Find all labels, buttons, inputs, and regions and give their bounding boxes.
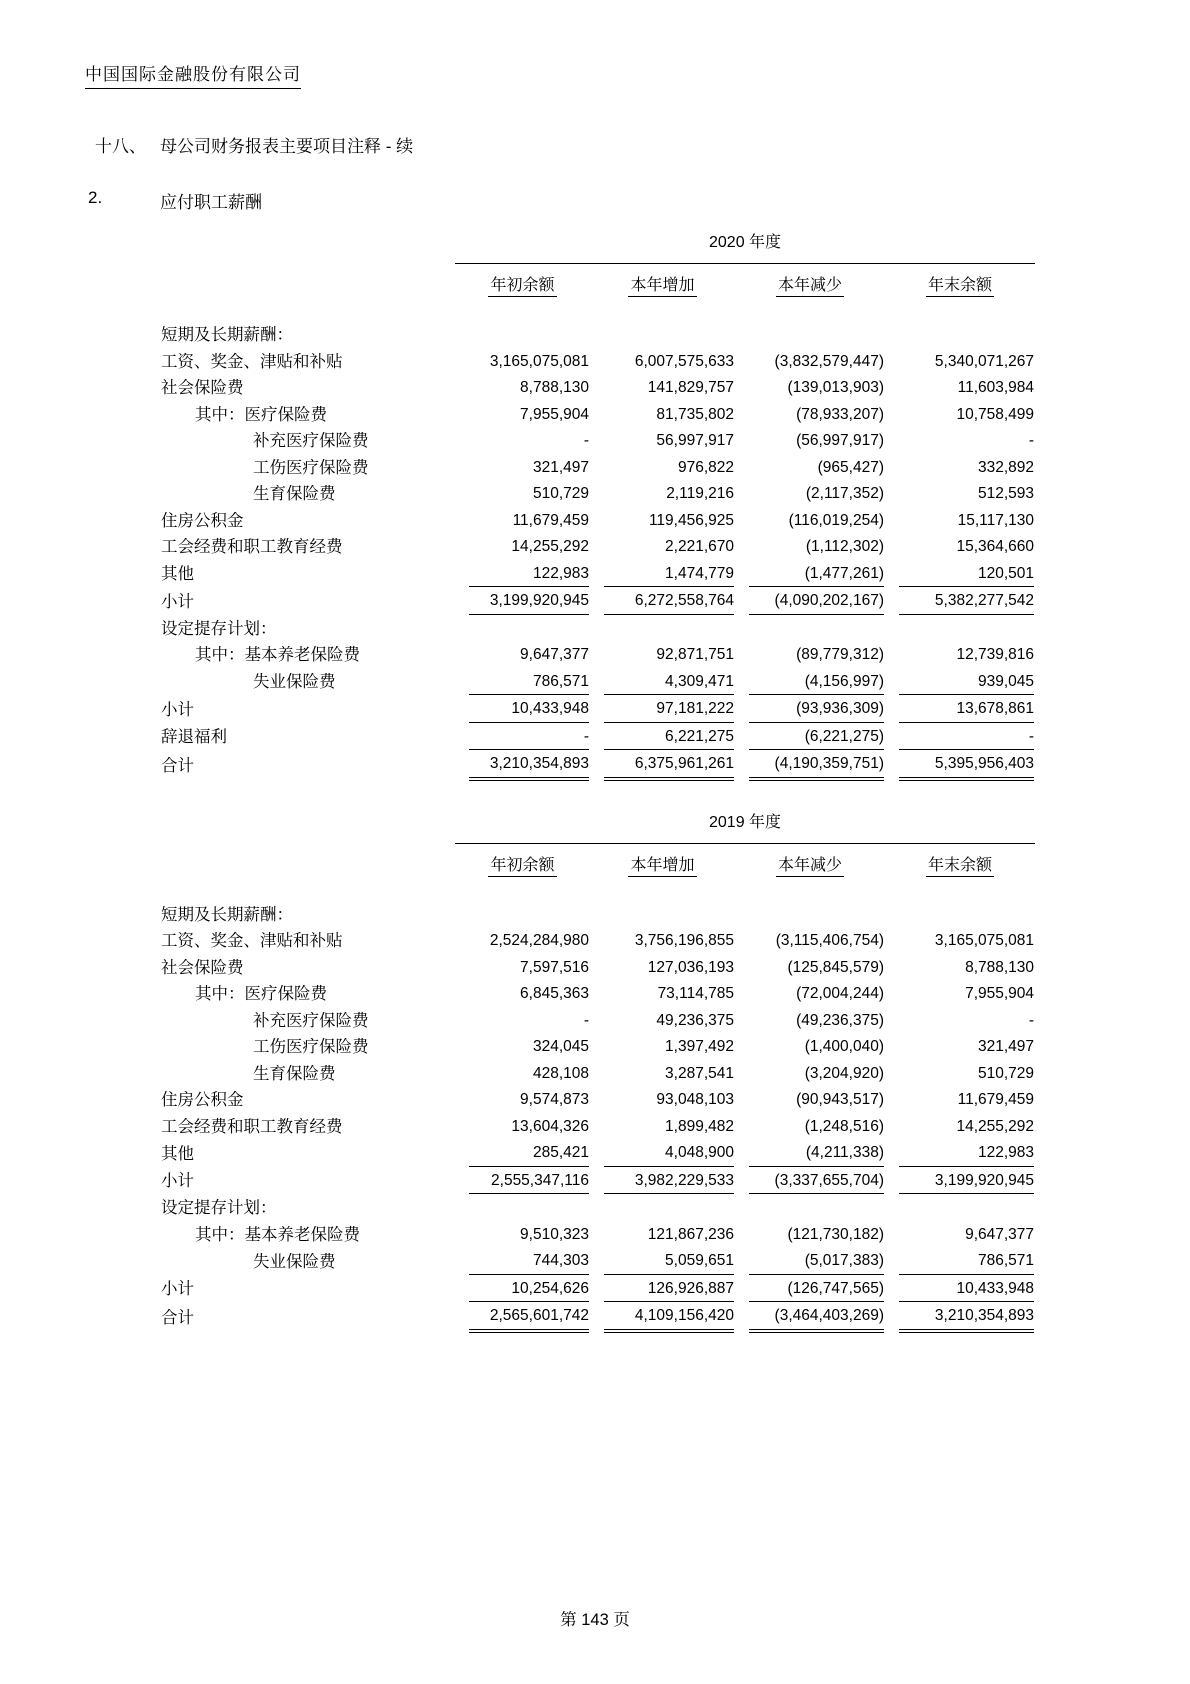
cell-value: (139,013,903) <box>787 379 884 396</box>
cell-value: 15,364,660 <box>956 538 1035 555</box>
cell-value <box>469 323 589 348</box>
cell-value: (4,211,338) <box>749 1141 884 1167</box>
cell-value: 5,395,956,403 <box>899 752 1034 781</box>
cell-value: 13,604,326 <box>511 1117 589 1135</box>
cell-value <box>899 323 1034 348</box>
row-label: 短期及长期薪酬： <box>161 905 293 924</box>
cell-value: 7,955,904 <box>520 405 589 423</box>
column-header <box>590 843 735 878</box>
tables-container <box>160 228 1040 1334</box>
cell-value: 8,788,130 <box>965 958 1035 976</box>
row-label: 生育保险费 <box>253 485 336 503</box>
table-row <box>160 561 1035 589</box>
cell-value: 5,340,071,267 <box>934 352 1035 370</box>
column-header-label: 年末余额 <box>926 277 994 297</box>
cell-value: 786,571 <box>469 670 589 696</box>
row-label: 工伤医疗保险费 <box>253 458 369 477</box>
cell-value: 120,501 <box>899 562 1034 588</box>
row-label: 住房公积金 <box>161 1091 244 1109</box>
cell-value: - <box>1028 432 1035 449</box>
table-row <box>160 1303 1035 1334</box>
table-row <box>160 1008 1035 1035</box>
cell-value: 121,867,236 <box>647 1225 734 1243</box>
cell-value: 6,845,363 <box>520 985 589 1002</box>
table-row <box>160 616 1035 643</box>
table-row <box>160 1061 1035 1088</box>
cell-value: (93,936,309) <box>749 697 884 723</box>
cell-value: 9,510,323 <box>520 1225 589 1243</box>
cell-value: 1,474,779 <box>604 562 734 588</box>
row-label: 失业保险费 <box>253 673 336 691</box>
column-header <box>455 264 590 299</box>
year-label: 2019 年度 <box>455 808 1035 844</box>
spacer-row <box>160 878 1035 902</box>
cell-value: 976,822 <box>677 458 734 476</box>
row-label: 社会保险费 <box>161 958 244 977</box>
table-row <box>160 1140 1035 1168</box>
cell-value: 2,565,601,742 <box>469 1304 589 1333</box>
row-label: 生育保险费 <box>253 1064 336 1083</box>
column-header <box>590 264 735 299</box>
cell-value: (116,019,254) <box>788 511 884 529</box>
cell-value <box>899 903 1034 928</box>
year-header-row <box>160 808 1035 844</box>
cell-value: 10,254,626 <box>469 1277 589 1303</box>
cell-value: 321,497 <box>532 458 589 476</box>
column-header-label: 年末余额 <box>926 857 994 877</box>
table-row <box>160 1114 1035 1141</box>
cell-value: 510,729 <box>978 1064 1035 1082</box>
year-label: 2020 年度 <box>455 228 1035 264</box>
table-row <box>160 724 1035 752</box>
row-label: 合计 <box>161 757 194 775</box>
cell-value <box>899 1196 1034 1221</box>
cell-value: (90,943,517) <box>796 1091 884 1108</box>
cell-value: (89,779,312) <box>796 646 884 663</box>
cell-value: (56,997,917) <box>796 432 884 449</box>
table-row <box>160 322 1035 349</box>
cell-value <box>899 617 1034 642</box>
cell-value: 6,272,558,764 <box>604 589 734 615</box>
page-number: 第 143 页 <box>560 1611 630 1629</box>
column-header-label: 本年减少 <box>776 277 844 297</box>
cell-value: 10,433,948 <box>469 697 589 723</box>
table-row <box>160 696 1035 724</box>
column-header <box>885 843 1035 878</box>
cell-value: - <box>583 1011 589 1029</box>
cell-value: 3,199,920,945 <box>469 589 589 615</box>
table-row <box>160 375 1035 402</box>
column-header <box>735 843 885 878</box>
cell-value: 126,926,887 <box>604 1277 734 1303</box>
column-header-row <box>160 843 1035 878</box>
year-header-spacer <box>160 808 455 844</box>
table-row <box>160 928 1035 955</box>
cell-value: 321,497 <box>978 1038 1035 1055</box>
cell-value: (3,204,920) <box>804 1064 884 1082</box>
row-label: 工资、奖金、津贴和补贴 <box>161 352 343 371</box>
table-row <box>160 902 1035 929</box>
cell-value: 14,255,292 <box>956 1117 1035 1135</box>
cell-value: 2,221,670 <box>665 538 734 555</box>
cell-value: (4,090,202,167) <box>749 589 884 615</box>
cell-value: 6,007,575,633 <box>634 352 734 370</box>
cell-value: 5,382,277,542 <box>899 589 1034 615</box>
cell-value: 3,165,075,081 <box>934 932 1035 949</box>
cell-value: 1,899,482 <box>665 1117 734 1135</box>
cell-value <box>604 323 734 348</box>
row-label: 其他 <box>161 565 194 583</box>
cell-value: (121,730,182) <box>787 1225 884 1243</box>
table-row <box>160 455 1035 482</box>
item-number: 2. <box>88 188 103 207</box>
cell-value: 12,739,816 <box>956 646 1035 663</box>
cell-value: 122,983 <box>469 562 589 588</box>
row-label: 小计 <box>161 1280 194 1298</box>
cell-value <box>749 323 884 348</box>
cell-value: 119,456,925 <box>648 511 734 529</box>
table-row <box>160 1034 1035 1061</box>
cell-value: (3,115,406,754) <box>775 932 884 949</box>
cell-value: (1,112,302) <box>805 538 884 555</box>
cell-value: 939,045 <box>899 670 1034 696</box>
row-label: 工资、奖金、津贴和补贴 <box>161 932 343 950</box>
cell-value: 4,109,156,420 <box>604 1304 734 1333</box>
cell-value: 122,983 <box>899 1141 1034 1167</box>
column-header-spacer <box>160 264 455 299</box>
cell-value: 92,871,751 <box>656 646 734 663</box>
column-header <box>885 264 1035 299</box>
column-header-row <box>160 264 1035 299</box>
row-label: 小计 <box>161 592 194 611</box>
cell-value: 11,679,459 <box>957 1091 1035 1108</box>
section-title: 母公司财务报表主要项目注释 - 续 <box>160 137 414 156</box>
table-row <box>160 1168 1035 1196</box>
cell-value: (5,017,383) <box>749 1249 884 1275</box>
cell-value <box>749 1196 884 1221</box>
cell-value: (125,845,579) <box>787 958 884 976</box>
cell-value <box>469 1196 589 1221</box>
cell-value: 3,210,354,893 <box>469 752 589 781</box>
column-header-label: 本年增加 <box>628 857 696 877</box>
table-row <box>160 1195 1035 1222</box>
cell-value: 3,199,920,945 <box>899 1169 1034 1195</box>
cell-value: 6,221,275 <box>604 725 734 751</box>
row-label: 短期及长期薪酬： <box>161 326 293 344</box>
cell-value: 9,574,873 <box>520 1091 589 1108</box>
cell-value: 49,236,375 <box>656 1011 734 1029</box>
row-label: 社会保险费 <box>161 379 244 397</box>
section-number: 十八、 <box>95 137 146 156</box>
row-label: 其中：医疗保险费 <box>195 985 327 1003</box>
cell-value: 1,397,492 <box>665 1038 734 1055</box>
table-row <box>160 428 1035 455</box>
table-row <box>160 1087 1035 1114</box>
cell-value: 93,048,103 <box>656 1091 734 1108</box>
cell-value: 10,433,948 <box>899 1277 1034 1303</box>
row-label: 补充医疗保险费 <box>253 1011 369 1030</box>
cell-value: 127,036,193 <box>647 958 734 976</box>
table-row <box>160 588 1035 616</box>
cell-value: 2,555,347,116 <box>469 1169 589 1195</box>
row-label: 小计 <box>161 700 194 719</box>
cell-value <box>604 1196 734 1221</box>
cell-value: (78,933,207) <box>796 405 884 423</box>
cell-value: 9,647,377 <box>520 646 589 663</box>
cell-value <box>469 617 589 642</box>
table-row <box>160 981 1035 1008</box>
row-label: 其中：医疗保险费 <box>195 405 327 424</box>
cell-value <box>749 903 884 928</box>
cell-value: 14,255,292 <box>511 538 589 555</box>
table-row <box>160 481 1035 508</box>
row-label: 工会经费和职工教育经费 <box>161 538 343 556</box>
cell-value: 4,048,900 <box>604 1141 734 1167</box>
cell-value <box>604 903 734 928</box>
cell-value: 285,421 <box>469 1141 589 1167</box>
cell-value: 11,603,984 <box>957 379 1035 396</box>
table-row <box>160 955 1035 982</box>
row-label: 工伤医疗保险费 <box>253 1038 369 1056</box>
cell-value: 3,756,196,855 <box>634 932 734 949</box>
cell-value: 6,375,961,261 <box>604 752 734 781</box>
column-header-label: 本年增加 <box>628 277 696 297</box>
row-label: 工会经费和职工教育经费 <box>161 1117 343 1136</box>
table-row <box>160 508 1035 535</box>
item-title: 应付职工薪酬 <box>160 193 262 212</box>
cell-value: 512,593 <box>978 485 1035 502</box>
year-header-row <box>160 228 1035 264</box>
cell-value: 2,119,216 <box>666 485 734 502</box>
cell-value: 7,597,516 <box>520 958 589 976</box>
year-header-spacer <box>160 228 455 264</box>
cell-value: 56,997,917 <box>656 432 734 449</box>
row-label: 失业保险费 <box>253 1252 336 1271</box>
cell-value: 332,892 <box>978 458 1035 476</box>
table-row <box>160 1248 1035 1276</box>
cell-value: 9,647,377 <box>965 1225 1035 1243</box>
cell-value: 7,955,904 <box>965 985 1035 1002</box>
cell-value: (1,400,040) <box>804 1038 884 1055</box>
cell-value: 3,210,354,893 <box>899 1304 1034 1333</box>
cell-value: 8,788,130 <box>520 379 589 396</box>
salary-table-2020 <box>160 228 1035 782</box>
cell-value: (1,477,261) <box>749 562 884 588</box>
row-label: 设定提存计划： <box>161 619 277 638</box>
cell-value: (126,747,565) <box>749 1277 884 1303</box>
cell-value: (3,832,579,447) <box>774 352 884 370</box>
cell-value: 5,059,651 <box>604 1249 734 1275</box>
table-row <box>160 1276 1035 1304</box>
cell-value: 11,679,459 <box>512 511 589 529</box>
cell-value: - <box>899 725 1034 751</box>
cell-value: 97,181,222 <box>604 697 734 723</box>
table-row <box>160 534 1035 561</box>
table-row <box>160 402 1035 429</box>
row-label: 补充医疗保险费 <box>253 432 369 450</box>
table-row <box>160 751 1035 782</box>
cell-value: 141,829,757 <box>647 379 734 396</box>
cell-value <box>469 903 589 928</box>
cell-value: (3,337,655,704) <box>749 1169 884 1195</box>
salary-table-2019 <box>160 808 1035 1334</box>
cell-value: (3,464,403,269) <box>749 1304 884 1333</box>
column-header-spacer <box>160 843 455 878</box>
cell-value: (2,117,352) <box>805 485 884 502</box>
cell-value <box>749 617 884 642</box>
cell-value: - <box>469 725 589 751</box>
row-label: 设定提存计划： <box>161 1199 277 1217</box>
column-header-label: 年初余额 <box>488 277 556 297</box>
cell-value: 2,524,284,980 <box>489 932 589 949</box>
cell-value: (6,221,275) <box>749 725 884 751</box>
cell-value: 3,165,075,081 <box>489 352 589 370</box>
cell-value: 510,729 <box>532 485 589 502</box>
cell-value: 324,045 <box>532 1038 589 1055</box>
cell-value: - <box>583 432 589 449</box>
cell-value: (4,190,359,751) <box>749 752 884 781</box>
row-label: 小计 <box>161 1172 194 1190</box>
row-label: 其中：基本养老保险费 <box>195 1225 360 1244</box>
column-header-label: 本年减少 <box>776 857 844 877</box>
company-name: 中国国际金融股份有限公司 <box>85 60 301 89</box>
table-row <box>160 642 1035 669</box>
row-label: 其他 <box>161 1144 194 1163</box>
table-row <box>160 349 1035 376</box>
cell-value: 15,117,130 <box>957 511 1035 529</box>
cell-value: (1,248,516) <box>804 1117 884 1135</box>
cell-value: - <box>1028 1011 1035 1029</box>
cell-value: 428,108 <box>532 1064 589 1082</box>
table-row <box>160 669 1035 697</box>
cell-value: 3,982,229,533 <box>604 1169 734 1195</box>
cell-value: 3,287,541 <box>665 1064 734 1082</box>
row-label: 其中：基本养老保险费 <box>195 646 360 664</box>
column-header <box>455 843 590 878</box>
cell-value: (965,427) <box>817 458 884 476</box>
row-label: 辞退福利 <box>161 728 227 746</box>
cell-value: 81,735,802 <box>656 405 734 423</box>
cell-value: 744,303 <box>469 1249 589 1275</box>
row-label: 合计 <box>161 1309 194 1327</box>
cell-value: (49,236,375) <box>796 1011 884 1029</box>
cell-value: 13,678,861 <box>899 697 1034 723</box>
column-header <box>735 264 885 299</box>
cell-value: (4,156,997) <box>749 670 884 696</box>
cell-value: 786,571 <box>899 1249 1034 1275</box>
cell-value: 73,114,785 <box>657 985 734 1002</box>
cell-value: 10,758,499 <box>956 405 1035 423</box>
column-header-label: 年初余额 <box>488 857 556 877</box>
cell-value: 4,309,471 <box>604 670 734 696</box>
table-row <box>160 1222 1035 1249</box>
cell-value <box>604 617 734 642</box>
row-label: 住房公积金 <box>161 511 244 530</box>
spacer-row <box>160 298 1035 322</box>
cell-value: (72,004,244) <box>796 985 884 1002</box>
